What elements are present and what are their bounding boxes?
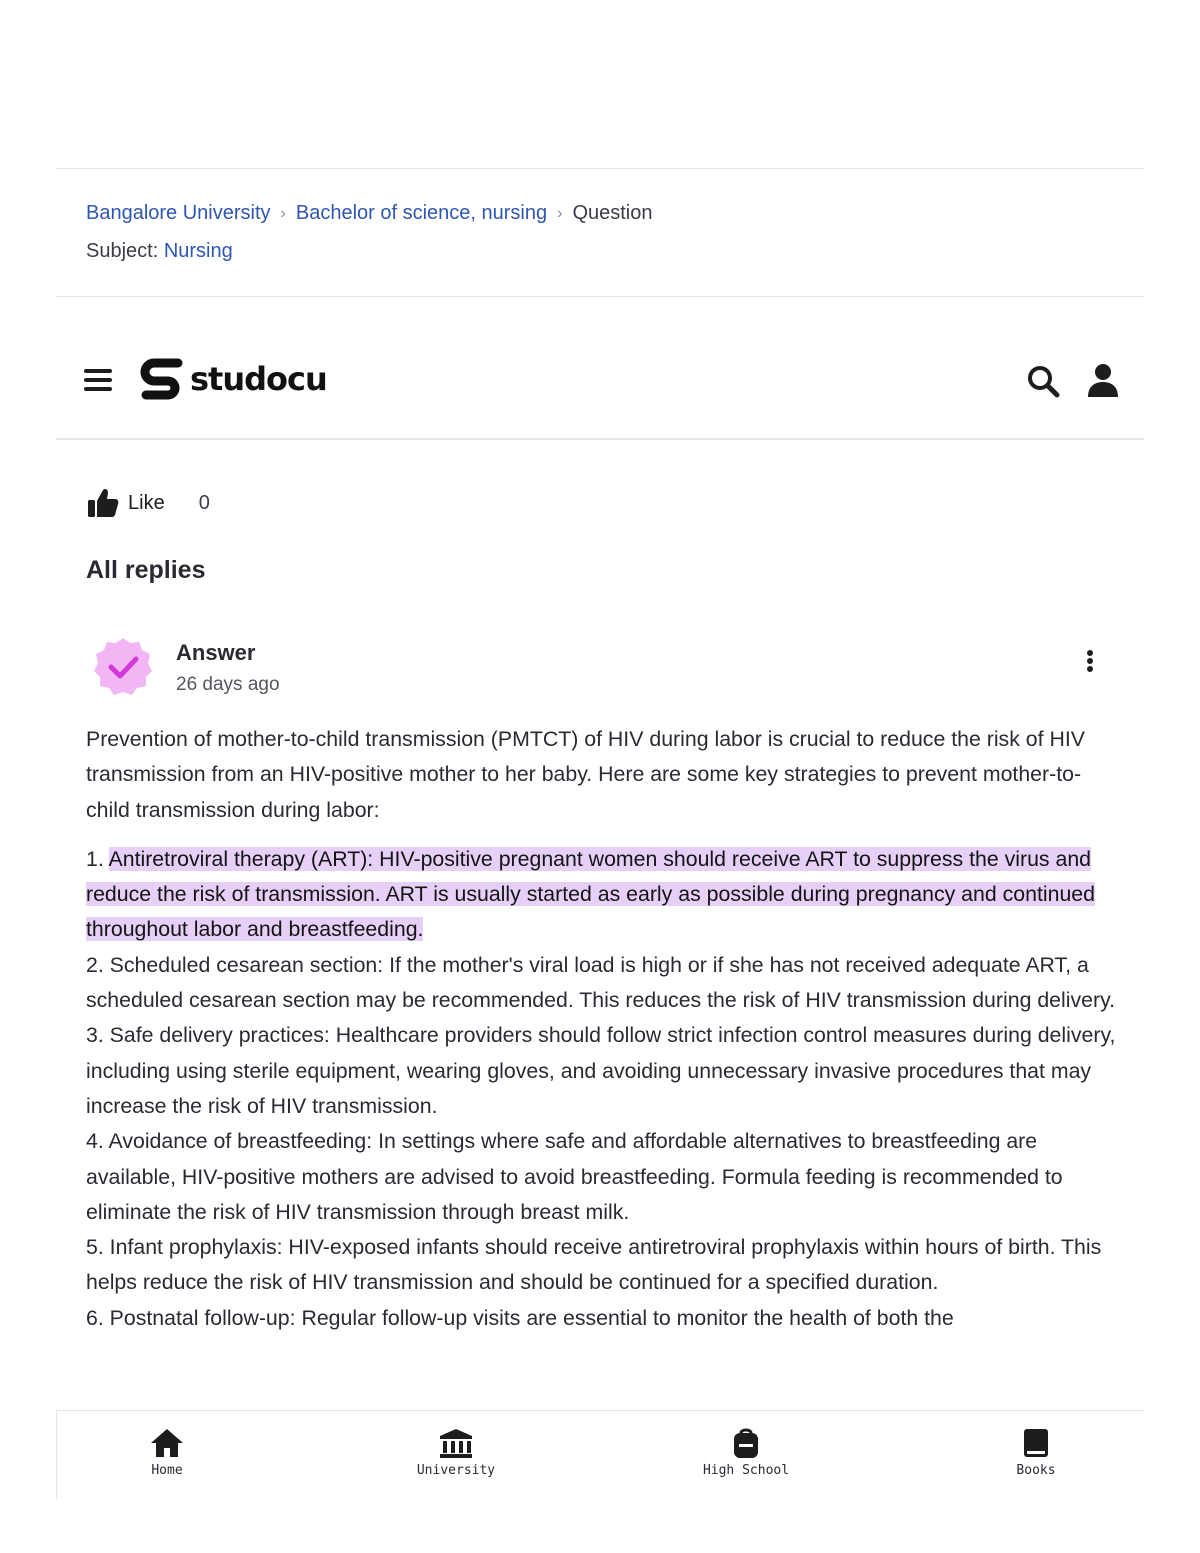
breadcrumb [86, 202, 653, 225]
nav-home[interactable] [102, 1427, 232, 1478]
subject-line [86, 240, 233, 263]
nav-books[interactable] [971, 1427, 1101, 1478]
nav-high-school[interactable] [681, 1427, 811, 1478]
answer-timestamp: 26 days ago [176, 674, 280, 695]
nav-home-label: Home [151, 1463, 183, 1478]
nav-high-school-label: High School [702, 1463, 790, 1478]
answer-intro: Prevention of mother-to-child transmission (PMTCT) of HIV during labor is crucial to reduce the risk of HIV transmission from an HIV-positive mother to her baby. Here are some key strategies to prevent mother-to-child transmission during labor: [86, 727, 1085, 822]
highlighted-text[interactable]: Antiretroviral therapy (ART): HIV-positive pregnant women should receive ART to suppress the virus and reduce the risk of transmission. ART is usually started as early as possible during pregnancy and continued throughout labor and breastfeeding. [86, 846, 1095, 942]
menu-icon[interactable] [84, 365, 114, 395]
search-icon[interactable] [1026, 364, 1060, 398]
university-icon [438, 1427, 474, 1459]
studocu-logo-icon [138, 355, 186, 403]
breadcrumb-current: Question [572, 202, 653, 224]
header-bar [56, 340, 1144, 440]
breadcrumb-course[interactable]: Bachelor of science, nursing [295, 202, 548, 224]
answer-item-1 [86, 842, 1118, 948]
answer-item-5: 5. Infant prophylaxis: HIV-exposed infants should receive antiretroviral prophylaxis within hours of birth. This helps reduce the risk of HIV transmission and should be continued for a specified duration. [86, 1235, 1102, 1295]
subject-link[interactable]: Nursing [163, 240, 233, 262]
item-number: 1. [86, 846, 109, 871]
bottom-navigation [56, 1410, 1145, 1499]
replies-heading: All replies [86, 556, 206, 584]
backpack-icon [728, 1427, 764, 1459]
like-bar [86, 487, 210, 519]
answer-header [92, 636, 1112, 700]
verified-badge-icon [92, 636, 154, 698]
answer-item-3: 3. Safe delivery practices: Healthcare providers should follow strict infection control measures during delivery, including using sterile equipment, wearing gloves, and avoiding unnecessary invasive procedures that may increase the risk of HIV transmission. [86, 1023, 1116, 1118]
subject-label: Subject: [86, 240, 159, 262]
thumbs-up-icon[interactable] [86, 487, 120, 519]
more-options-icon[interactable] [1086, 650, 1094, 672]
brand-logo[interactable] [138, 355, 327, 403]
answer-label: Answer [176, 640, 256, 665]
answer-item-6: 6. Postnatal follow-up: Regular follow-up visits are essential to monitor the health of both the [86, 1305, 954, 1330]
breadcrumb-university[interactable]: Bangalore University [86, 202, 271, 224]
home-icon [149, 1427, 185, 1459]
nav-university-label: University [416, 1463, 496, 1478]
book-icon [1018, 1427, 1054, 1459]
chevron-right-icon: › [280, 204, 286, 222]
answer-item-4: 4. Avoidance of breastfeeding: In settings where safe and affordable alternatives to breastfeeding are available, HIV-positive mothers are advised to avoid breastfeeding. Formula feeding is recommended to eliminate the risk of HIV transmission through breast milk. [86, 1129, 1063, 1224]
nav-university[interactable] [391, 1427, 521, 1478]
answer-body [86, 722, 1118, 1336]
chevron-right-icon: › [557, 204, 563, 222]
nav-books-label: Books [1016, 1463, 1056, 1478]
brand-name: studocu [190, 360, 327, 398]
like-label[interactable]: Like [128, 491, 165, 514]
like-count: 0 [198, 491, 210, 514]
breadcrumb-divider [56, 296, 1144, 297]
answer-item-2: 2. Scheduled cesarean section: If the mother's viral load is high or if she has not received adequate ART, a scheduled cesarean section may be recommended. This reduces the risk of HIV transmission during delivery. [86, 952, 1116, 1013]
user-icon[interactable] [1086, 362, 1120, 398]
